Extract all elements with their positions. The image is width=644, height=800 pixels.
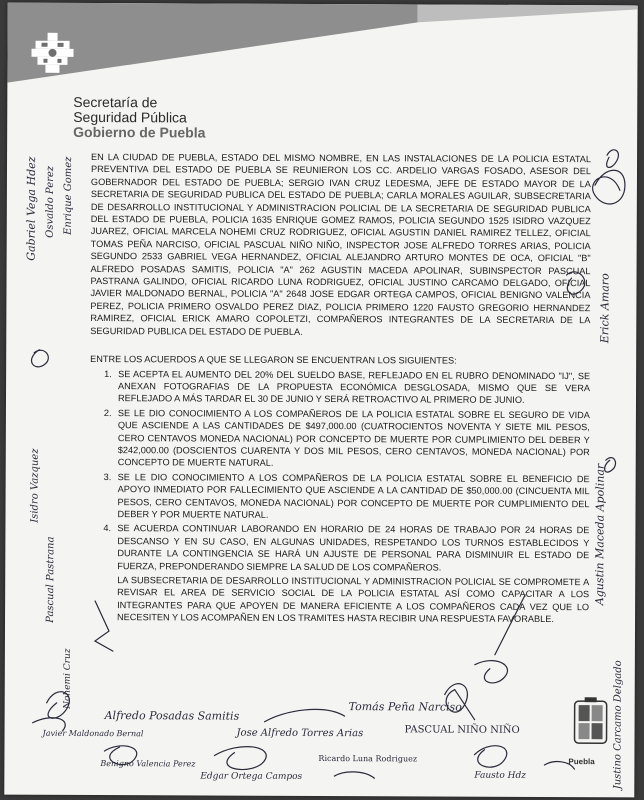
header-line-1: Secretaría de bbox=[73, 93, 158, 111]
handwriting-strokes bbox=[4, 3, 637, 798]
signature-bottom-1: Alfredo Posadas Samitis bbox=[104, 709, 240, 723]
signature-left-2: Osvaldo Perez bbox=[44, 165, 57, 238]
signature-left-5: Pascual Pastrana bbox=[45, 536, 57, 623]
signature-bottom-8: Javier Maldonado Bernal bbox=[42, 728, 144, 739]
signature-left-6: Nohemi Cruz bbox=[62, 648, 73, 709]
signature-bottom-9: Edgar Ortega Campos bbox=[200, 771, 303, 782]
agreements-heading: ENTRE LOS ACUERDOS A QUE SE LLEGARON SE ENCUENTRAN LOS SIGUIENTES: bbox=[90, 354, 457, 366]
signature-left-4: Isidro Vazquez bbox=[29, 448, 41, 523]
puebla-seal-icon bbox=[570, 697, 610, 759]
agreement-number: 4. bbox=[103, 523, 112, 534]
header-line-3: Gobierno de Puebla bbox=[73, 123, 206, 141]
agreement-number: 2. bbox=[103, 407, 112, 418]
signature-bottom-4: PASCUAL NIÑO NIÑO bbox=[404, 724, 520, 736]
signature-right-3: Justino Carcamo Delgado bbox=[612, 660, 624, 790]
agreement-text: SE LE DIO CONOCIMIENTO A LOS COMPAÑEROS DE LA POLICIA ESTATAL SOBRE EL SEGURO DE VIDA QUE ASCIENDE A LAS CANTIDADES DE $497,000.00 (CUATROCIENTOS NOVENTA Y SIETE MIL PESOS, CERO CENTAVOS MONEDA NACIONAL) POR CONCEPTO DE MUERTE POR CUMPLIMIENTO DEL DEBER Y $242,000.00 (DOSCIENTOS CUARENTA Y DOS MIL PESOS, CERO CENTAVOS, MONEDA NACIONAL) POR CONCEPTO DE MUERTE NATURAL. bbox=[117, 407, 590, 469]
document-page bbox=[4, 3, 637, 798]
agreement-text: SE ACEPTA EL AUMENTO DEL 20% DEL SUELDO BASE, REFLEJADO EN EL RUBRO DENOMINADO "IJ", SE ANEXAN FOTOGRAFIAS DE LA PROPUESTA ECONÓMICA DESGLOSADA, MISMO QUE SE VERA REFLEJADO A MÁS TARDAR EL 30 DE JUNIO Y SERÁ RETROACTIVO AL PRIMERO DE JUNIO. bbox=[117, 368, 591, 406]
signature-left-1: Gabriel Vega Hdez bbox=[24, 156, 39, 261]
signature-bottom-3: Jose Alfredo Torres Arias bbox=[236, 727, 364, 740]
signature-bottom-6: Fausto Hdz bbox=[474, 770, 527, 781]
closing-paragraph: LA SUBSECRETARIA DE DESARROLLO INSTITUCIONAL Y ADMINISTRACION POLICIAL SE COMPROMETE A REVISAR EL AREA DE SERVICIO SOCIAL DE LA POLICIA ESTATAL ASÍ COMO CAPACITAR A LOS INTEGRANTES PARA QUE APOYEN DE MANERA EFICIENTE A LOS COMPAÑEROS CADA VEZ QUE LO NECESITEN Y LOS ACOMPAÑEN EN LOS TRAMITES HASTA RECIBIR UNA RESPUESTA FAVORABLE. bbox=[117, 575, 590, 625]
agreement-number: 1. bbox=[104, 368, 112, 379]
agreement-text: SE LE DIO CONOCIMIENTO A LOS COMPAÑEROS DE LA POLICIA ESTATAL SOBRE EL BENEFICIO DE APOYO INMEDIATO POR FALLECIMIENTO QUE ASCIENDE A LA CANTIDAD DE $50,000.00 (CINCUENTA MIL PESOS, CERO CENTAVOS, MONEDA NACIONAL) POR CONCEPTO DE MUERTE POR CUMPLIMIENTO DEL DEBER Y POR MUERTE NATURAL. bbox=[117, 471, 590, 520]
agreement-text: SE ACUERDA CONTINUAR LABORANDO EN HORARIO DE 24 HORAS DE TRABAJO POR 24 HORAS DE DESCANSO Y EN SU CASO, EN ALGUNAS UNIDADES, RESPETANDO LOS TURNOS ESTABLECIDOS Y DURANTE LA CONTINGENCIA SE HARÁ UN AJUSTE DE PERSONAL PARA DISMINUIR EL ESTADO DE FUERZA, PREPONDERANDO SIEMPRE LA SALUD DE LOS COMPAÑEROS. bbox=[117, 523, 590, 573]
signature-bottom-2: Tomás Peña Narciso bbox=[348, 700, 462, 714]
signature-left-3: Enrique Gomez bbox=[62, 156, 75, 235]
signature-right-2: Agustin Maceda Apolinar bbox=[593, 463, 607, 606]
header-line-2: Seguridad Pública bbox=[73, 108, 187, 126]
signature-bottom-5: Ricardo Luna Rodriguez bbox=[318, 753, 418, 764]
agreement-number: 3. bbox=[103, 471, 112, 482]
seal-label: Puebla bbox=[568, 757, 595, 767]
signature-right-1: Erick Amaro bbox=[598, 273, 612, 344]
intro-paragraph: EN LA CIUDAD DE PUEBLA, ESTADO DEL MISMO NOMBRE, EN LAS INSTALACIONES DE LA POLICIA ESTATAL PREVENTIVA DEL ESTADO DE PUEBLA SE REUNIERON LOS CC. ARDELIO VARGAS FOSADO, ASESOR DEL GOBERNADOR DEL ESTADO DE PUEBLA; SERGIO IVAN CRUZ LEDESMA, JEFE DE ESTADO MAYOR DE LA SECRETARIA DE SEGURIDAD PUBLICA DEL ESTADO DE PUEBLA; CARLA MORALES AGUILAR, SUBSECRETARIA DE DESARROLLO INSTITUCIONAL Y ADMINISTRACION POLICIAL DE LA SECRETARIA DE SEGURIDAD PUBLICA DEL ESTADO DE PUEBLA, POLICIA 1635 ENRIQUE GOMEZ RAMOS, POLICIA SEGUNDO 1525 ISIDRO VAZQUEZ JUAREZ, OFICIAL MARCELA NOHEMI CRUZ RODRIGUEZ, OFICIAL AGUSTIN DANIEL RAMIREZ TELLEZ, OFICIAL TOMAS PEÑA NARCISO, OFICIAL PASCUAL NIÑO NIÑO, INSPECTOR JOSE ALFREDO TORRES ARIAS, POLICIA SEGUNDO 2533 GABRIEL VEGA HERNANDEZ, OFICIAL ALEJANDRO ARTURO MONTES DE OCA, OFICIAL "B" ALFREDO POSADAS SAMITIS, POLICIA "A" 262 AGUSTIN MACEDA APOLINAR, SUBINSPECTOR PASCUAL PASTRANA GALINDO, OFICIAL RICARDO LUNA RODRIGUEZ, OFICIAL JUSTINO CARCAMO DELGADO, OFICIAL JAVIER MALDONADO BERNAL, POLICIA "A" 2648 JOSE EDGAR ORTEGA CAMPOS, OFICIAL BENIGNO VALENCIA PEREZ, POLICIA PRIMERO OSVALDO PEREZ DIAZ, POLICIA PRIMERO 1220 FAUSTO GREGORIO HERNANDEZ RAMIREZ, OFICIAL ERICK AMARO COPOLETZI, COMPAÑEROS INTEGRANTES DE LA SECRETARIA DE LA SEGURIDAD PUBLICA DEL ESTADO DE PUEBLA. bbox=[90, 151, 592, 337]
signature-bottom-7: Benigno Valencia Perez bbox=[100, 759, 196, 769]
